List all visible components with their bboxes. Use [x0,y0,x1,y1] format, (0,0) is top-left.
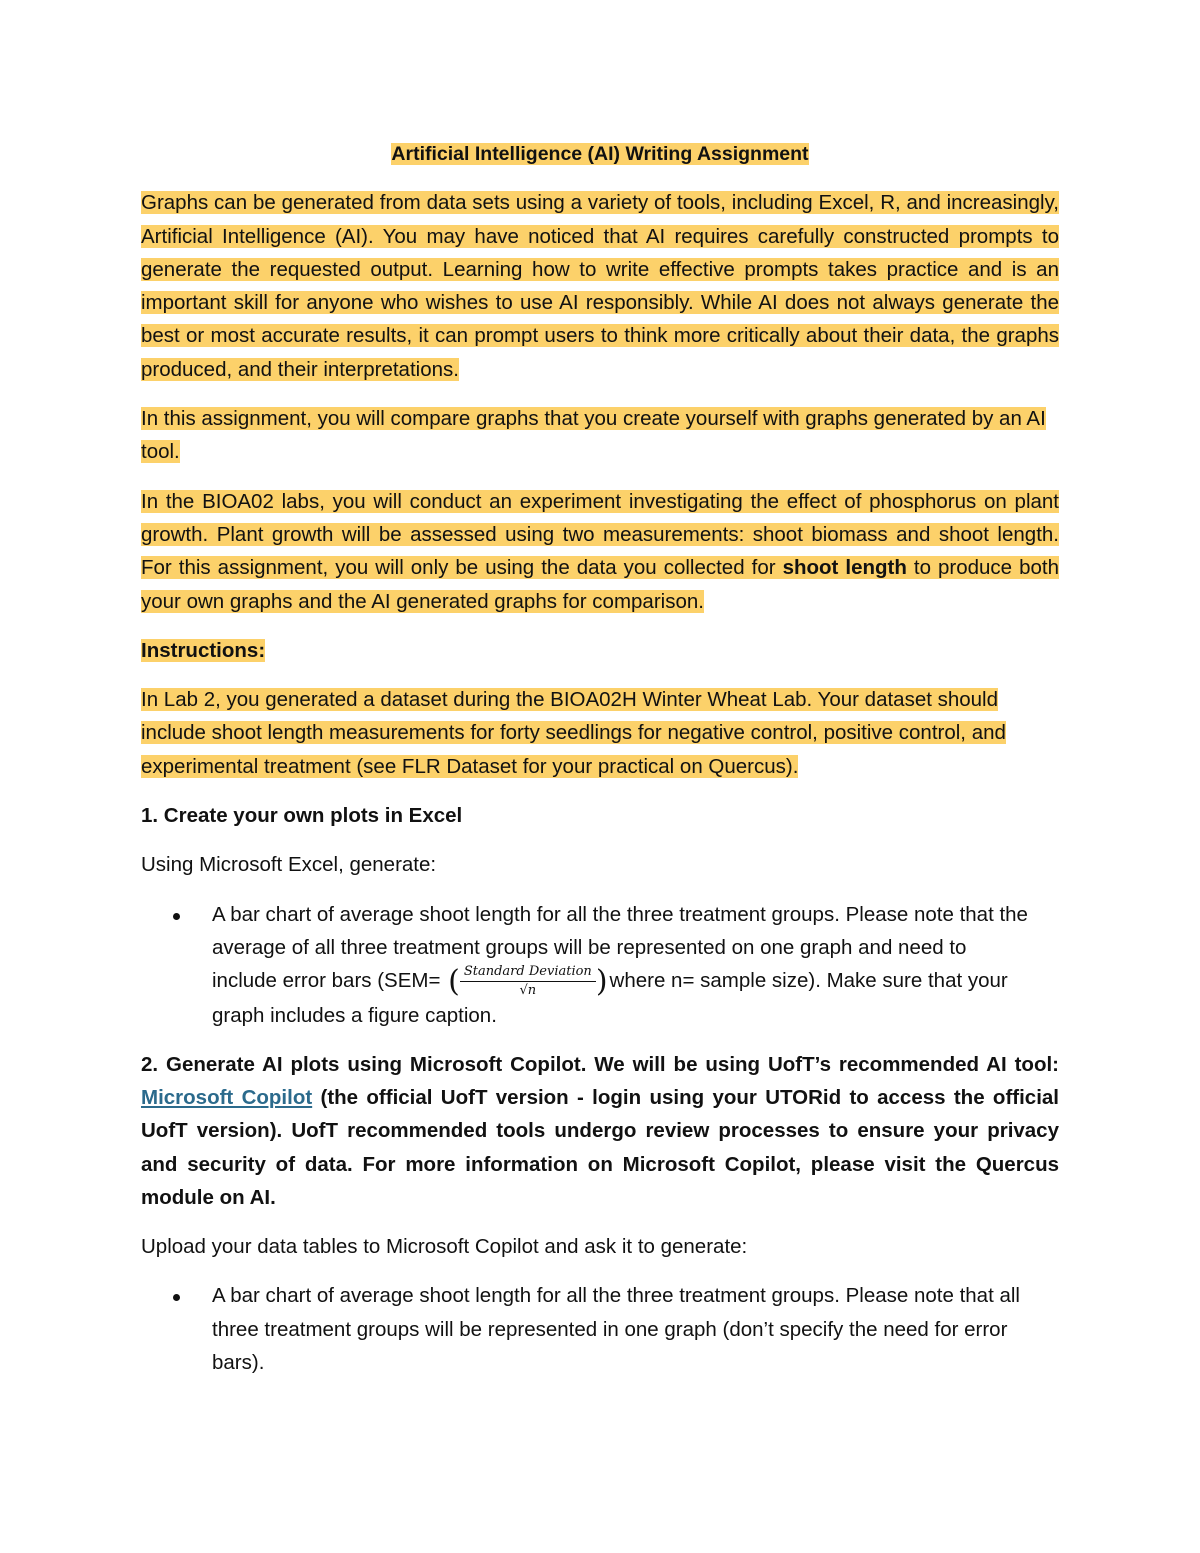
step2-heading [141,1048,1059,1214]
copilot-link[interactable]: Microsoft Copilot [141,1085,313,1109]
intro-paragraph [141,186,1059,386]
step2-heading-mid: (the official UofT version - login using your UTORid to access the official UofT version). [141,1085,1059,1143]
bullet-dot-icon [173,913,180,920]
sem-denominator: √n [519,983,537,999]
step1-heading: 1. Create your own plots in Excel [141,804,463,828]
document-title [141,138,1059,171]
bullet-dot-icon [173,1294,180,1301]
step2-bullet-text: A bar chart of average shoot length for all the three treatment groups. Please note that all three treatment groups will be represented in one graph (don’t specify the need for error bars). [212,1284,1020,1375]
right-paren-icon: ) [595,964,608,1000]
step2-heading-after: UofT recommended tools undergo review processes to ensure your privacy and security of data. For more information on Microsoft Copilot, please visit the Quercus module on AI. [141,1119,1059,1209]
step1-bullet-text-part2: where n= sample size). Make sure that your graph includes a figure caption. [212,969,1008,1028]
step1-bullet [141,898,1059,1033]
lab-text-bold: shoot length [782,556,907,580]
lab-text-after: to produce both your own graphs and the AI generated graphs for comparison. [141,556,1059,613]
title-highlight: Artificial Intelligence (AI) Writing Assignment [391,143,809,165]
sem-formula [446,964,609,999]
compare-text: In this assignment, you will compare graphs that you create yourself with graphs generated by an AI tool. [141,407,1046,464]
compare-paragraph [141,402,1059,469]
sem-numerator: Standard Deviation [460,964,596,982]
step1-bullet-list [141,898,1059,1033]
step2-bullet [141,1279,1059,1379]
instructions-heading [141,634,1059,667]
lab-paragraph [141,485,1059,618]
step2-lead: Upload your data tables to Microsoft Copilot and ask it to generate: [141,1235,748,1259]
sem-fraction [460,964,596,999]
lab-text-before: In the BIOA02 labs, you will conduct an experiment investigating the effect of phosphorus on plant growth. Plant growth will be assessed using two measurements: shoot biomass and shoot length. For this assignment, you will only be using the data you collected for [141,489,1059,580]
step2-bullet-list [141,1279,1059,1379]
instructions-heading-text: Instructions: [141,638,266,662]
left-paren-icon: ( [448,964,460,1000]
intro-text: Graphs can be generated from data sets using a variety of tools, including Excel, R, and increasingly, Artificial Intelligence (AI). You may have noticed that AI requires carefully constructed prompts to generate the requested output. Learning how to write effective prompts takes practice and is an important skill for anyone who wishes to use AI responsibly. While AI does not always generate the best or most accurate results, it can prompt users to think more critically about their data, the graphs produced, and their interpretations. [141,191,1059,381]
dataset-text: In Lab 2, you generated a dataset during the BIOA02H Winter Wheat Lab. Your dataset should include shoot length measurements for forty seedlings for negative control, positive control, and experimental treatment (see FLR Dataset for your practical on Quercus). [141,688,1006,778]
step1-lead: Using Microsoft Excel, generate: [141,853,437,877]
step1-bullet-text-part1: A bar chart of average shoot length for all the three treatment groups. Please note that the average of all three treatment groups will be represented on one graph and need to include error bars (SEM= [212,902,1028,993]
step2-heading-before: 2. Generate AI plots using Microsoft Copilot. We will be using UofT’s recommended AI tool: [141,1052,1059,1076]
dataset-paragraph [141,683,1059,783]
document-body [141,138,1059,1379]
